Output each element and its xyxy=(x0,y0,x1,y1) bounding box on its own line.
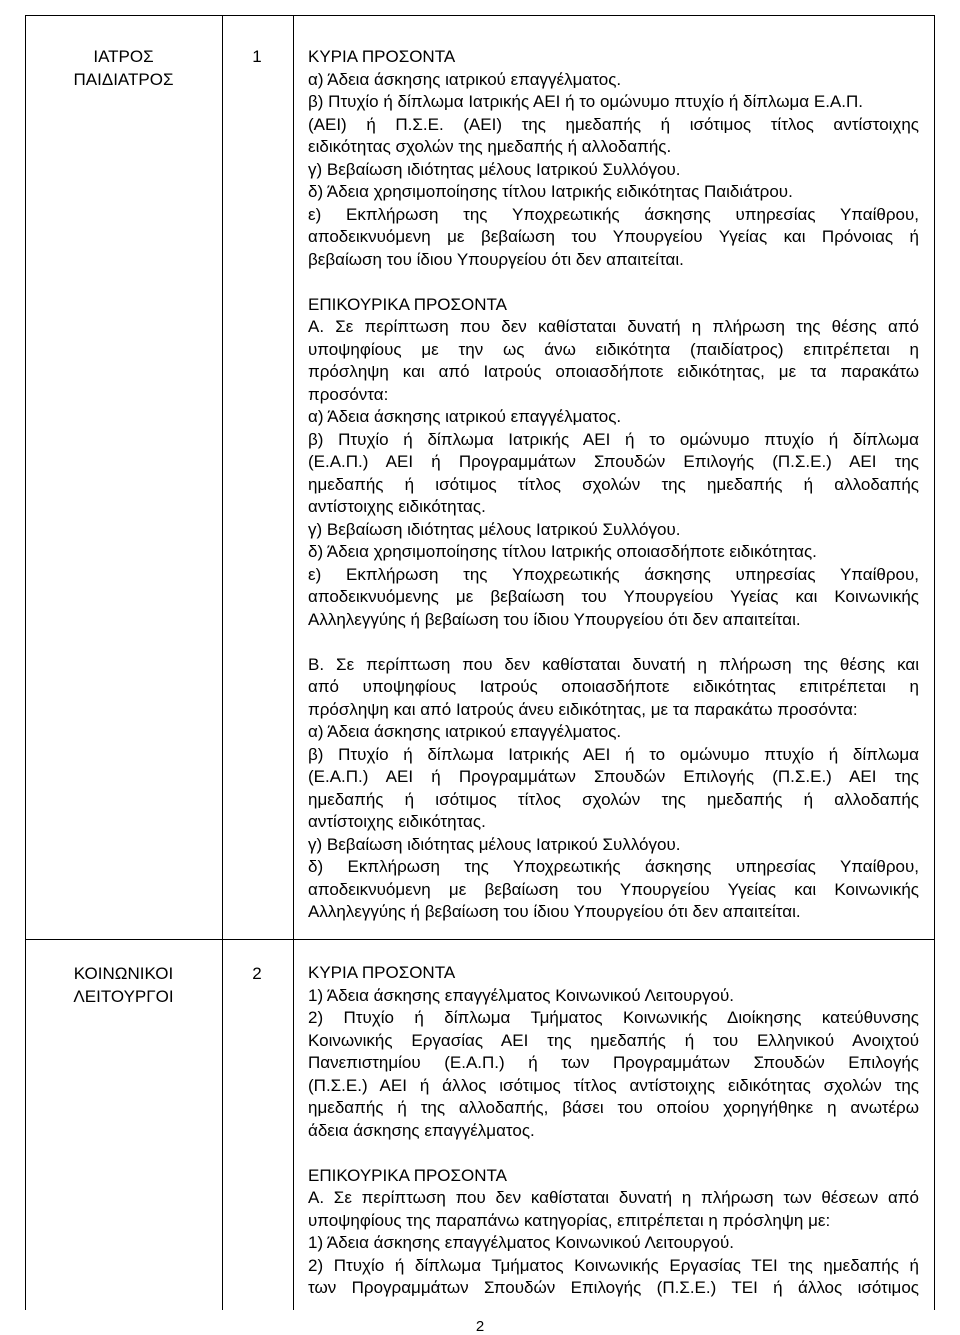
qualification-line: προσόντα: xyxy=(308,384,389,404)
qualification-line: από υποψηφίους Ιατρούς οποιασδήποτε ειδικότητας επιτρέπεται η xyxy=(308,677,919,696)
qualification-line: β) Πτυχίο ή δίπλωμα Ιατρικής ΑΕΙ ή το ομώνυμο πτυχίο ή δίπλωμα Ε.Α.Π. xyxy=(308,92,863,111)
qualification-line: Αλληλεγγύης ή βεβαίωση του ίδιου Υπουργείου ότι δεν απαιτείται. xyxy=(308,609,801,629)
qualification-line: Πανεπιστημίου (Ε.Α.Π.) ή των Προγραμμάτων Σπουδών Επιλογής xyxy=(308,1053,919,1072)
row-divider xyxy=(25,939,935,940)
qualification-line: ημεδαπής ή της αλλοδαπής, βάσει του οποίου χορηγήθηκε η ανωτέρω xyxy=(308,1098,919,1117)
qualification-line: β) Πτυχίο ή δίπλωμα Ιατρικής ΑΕΙ ή το ομώνυμο πτυχίο ή δίπλωμα xyxy=(308,744,919,764)
qualification-line: 1) Άδεια άσκησης επαγγέλματος Κοινωνικού Λειτουργού. xyxy=(308,985,735,1005)
qualification-line: αποδεικνυόμενης με βεβαίωση του Υπουργείου Υγείας και Κοινωνικής xyxy=(308,587,919,606)
qualification-line: ημεδαπής ή ισότιμος τίτλος σχολών της ημεδαπής ή αλλοδαπής xyxy=(308,474,919,494)
qualification-line: (Ε.Α.Π.) ΑΕΙ ή Προγραμμάτων Σπουδών Επιλογής (Π.Σ.Ε.) ΑΕΙ της xyxy=(308,767,919,786)
qualification-line: υποψηφίους της παραπάνω κατηγορίας, επιτρέπεται η πρόσληψη με: xyxy=(308,1210,831,1230)
table-border-top xyxy=(25,15,935,16)
row-number: 1 xyxy=(252,47,262,66)
table-border-right xyxy=(934,15,935,1310)
qualification-line: πρόσληψη και από Ιατρούς άνευ ειδικότητας, με τα παρακάτω προσόντα: xyxy=(308,699,858,719)
qualification-line: ΕΠΙΚΟΥΡΙΚΑ ΠΡΟΣΟΝΤΑ xyxy=(308,294,508,314)
qualifications-cell xyxy=(308,962,919,1300)
paragraph-gap xyxy=(308,631,919,654)
qualifications-cell xyxy=(308,46,919,924)
qualification-line: γ) Βεβαίωση ιδιότητας μέλους Ιατρικού Συλλόγου. xyxy=(308,834,681,854)
qualification-line: Κοινωνικής Εργασίας ΑΕΙ της ημεδαπής ή του Ελληνικού Ανοιχτού xyxy=(308,1030,919,1050)
qualification-line: Β. Σε περίπτωση που δεν καθίσταται δυνατή η πλήρωση της θέσης και xyxy=(308,654,919,674)
qualification-line: Α. Σε περίπτωση που δεν καθίσταται δυνατή η πλήρωση της θέσης από xyxy=(308,317,919,336)
qualification-line: αποδεικνυόμενη με βεβαίωση του Υπουργείου Υγείας και Πρόνοιας ή xyxy=(308,227,919,246)
paragraph-gap xyxy=(308,271,919,294)
qualification-line: ημεδαπής ή ισότιμος τίτλος σχολών της ημεδαπής ή αλλοδαπής xyxy=(308,789,919,809)
qualification-line: ειδικότητας σχολών της ημεδαπής ή αλλοδαπής. xyxy=(308,137,672,156)
role-title-line: ΛΕΙΤΟΥΡΓΟΙ xyxy=(73,987,174,1006)
role-title-line: ΚΟΙΝΩΝΙΚΟΙ xyxy=(73,964,174,983)
qualification-line: α) Άδεια άσκησης ιατρικού επαγγέλματος. xyxy=(308,722,622,741)
qualification-line: υποψηφίους με την ως άνω ειδικότητα (παιδίατρος) επιτρέπεται η xyxy=(308,339,919,359)
qualification-line: (Ε.Α.Π.) ΑΕΙ ή Προγραμμάτων Σπουδών Επιλογής (Π.Σ.Ε.) ΑΕΙ της xyxy=(308,452,919,471)
qualification-line: ΚΥΡΙΑ ΠΡΟΣΟΝΤΑ xyxy=(308,963,456,982)
qualification-line: των Προγραμμάτων Σπουδών Επιλογής (Π.Σ.Ε.) ΤΕΙ ή άλλος ισότιμος xyxy=(308,1278,919,1297)
qualification-line: Α. Σε περίπτωση που δεν καθίσταται δυνατή η πλήρωση των θέσεων από xyxy=(308,1188,919,1207)
qualification-line: 2) Πτυχίο ή δίπλωμα Τμήματος Κοινωνικής Εργασίας ΤΕΙ της ημεδαπής ή xyxy=(308,1255,919,1275)
page-number: 2 xyxy=(475,1318,485,1335)
qualification-line: α) Άδεια άσκησης ιατρικού επαγγέλματος. xyxy=(308,407,622,426)
column-divider xyxy=(222,15,223,1310)
qualification-line: γ) Βεβαίωση ιδιότητας μέλους Ιατρικού Συλλόγου. xyxy=(308,159,681,179)
qualification-line: γ) Βεβαίωση ιδιότητας μέλους Ιατρικού Συλλόγου. xyxy=(308,519,681,539)
paragraph-gap xyxy=(308,1142,919,1165)
requirements-table xyxy=(25,15,935,1310)
qualification-line: άδεια άσκησης επαγγέλματος. xyxy=(308,1120,535,1140)
qualification-line: ΕΠΙΚΟΥΡΙΚΑ ΠΡΟΣΟΝΤΑ xyxy=(308,1165,508,1185)
qualification-line: α) Άδεια άσκησης ιατρικού επαγγέλματος. xyxy=(308,69,622,89)
qualification-line: δ) Άδεια χρησιμοποίησης τίτλου Ιατρικής οποιασδήποτε ειδικότητας. xyxy=(308,542,817,561)
qualification-line: αποδεικνυόμενη με βεβαίωση του Υπουργείου Υγείας και Κοινωνικής xyxy=(308,879,919,899)
role-title-line: ΠΑΙΔΙΑΤΡΟΣ xyxy=(73,70,174,89)
qualification-line: δ) Εκπλήρωση της Υποχρεωτικής άσκησης υπηρεσίας Υπαίθρου, xyxy=(308,857,919,876)
qualification-line: Αλληλεγγύης ή βεβαίωση του ίδιου Υπουργείου ότι δεν απαιτείται. xyxy=(308,902,801,921)
qualification-line: 1) Άδεια άσκησης επαγγέλματος Κοινωνικού Λειτουργού. xyxy=(308,1233,735,1252)
qualification-line: (ΑΕΙ) ή Π.Σ.Ε. (ΑΕΙ) της ημεδαπής ή ισότιμος τίτλος αντίστοιχης xyxy=(308,114,919,134)
qualification-line: βεβαίωση του ίδιου Υπουργείου ότι δεν απαιτείται. xyxy=(308,249,684,269)
qualification-line: αντίστοιχης ειδικότητας. xyxy=(308,497,486,516)
qualification-line: β) Πτυχίο ή δίπλωμα Ιατρικής ΑΕΙ ή το ομώνυμο πτυχίο ή δίπλωμα xyxy=(308,429,919,449)
qualification-line: ΚΥΡΙΑ ΠΡΟΣΟΝΤΑ xyxy=(308,47,456,66)
role-cell-social-workers xyxy=(25,962,222,1008)
role-title-line: ΙΑΤΡΟΣ xyxy=(93,47,154,66)
qualification-line: δ) Άδεια χρησιμοποίησης τίτλου Ιατρικής ειδικότητας Παιδιάτρου. xyxy=(308,182,793,201)
qualification-line: πρόσληψη και από Ιατρούς οποιασδήποτε ειδικότητας, με τα παρακάτω xyxy=(308,362,919,381)
qualification-line: ε) Εκπλήρωση της Υποχρεωτικής άσκησης υπηρεσίας Υπαίθρου, xyxy=(308,564,919,584)
qualification-line: ε) Εκπλήρωση της Υποχρεωτικής άσκησης υπηρεσίας Υπαίθρου, xyxy=(308,204,919,224)
qualification-line: 2) Πτυχίο ή δίπλωμα Τμήματος Κοινωνικής Διοίκησης κατεύθυνσης xyxy=(308,1008,919,1027)
role-cell-pediatrician xyxy=(25,45,222,91)
column-divider xyxy=(293,15,294,1310)
qualification-line: αντίστοιχης ειδικότητας. xyxy=(308,812,486,831)
qualification-line: (Π.Σ.Ε.) ΑΕΙ ή άλλος ισότιμος τίτλος αντίστοιχης ειδικότητας σχολών της xyxy=(308,1075,919,1095)
table-border-left xyxy=(25,15,26,1310)
row-number: 2 xyxy=(252,964,262,983)
